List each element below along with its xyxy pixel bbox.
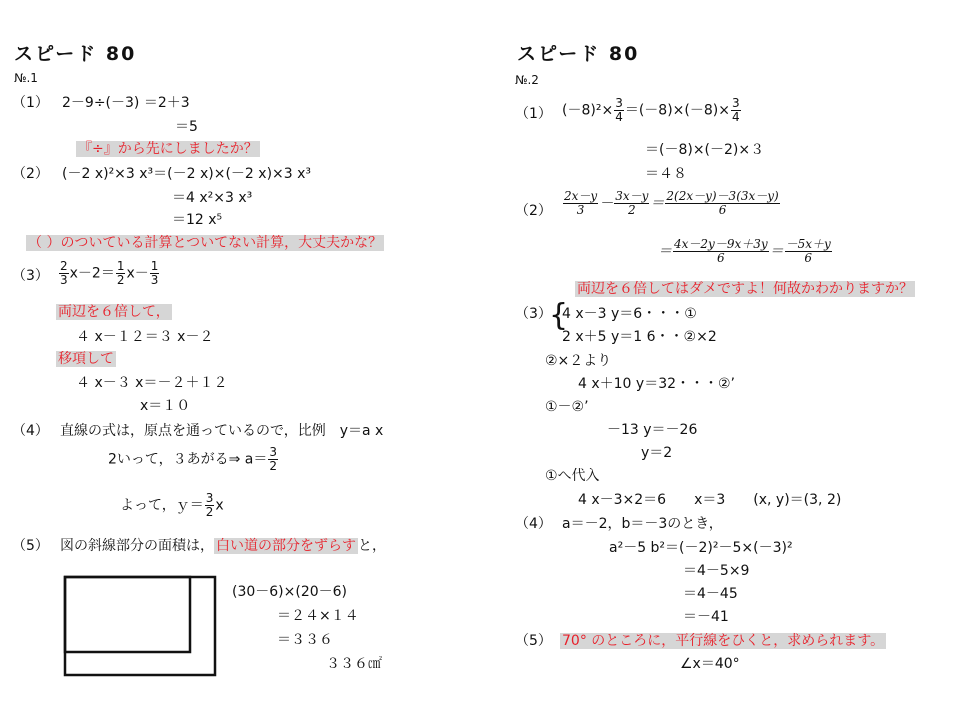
fraction	[665, 190, 779, 217]
answer-text: ３３６㎠	[326, 656, 382, 672]
fraction-denominator: 2	[116, 273, 125, 288]
question-label: （4）	[12, 423, 49, 439]
equation-line: 4 x＋10 y＝32・・・②’	[578, 376, 736, 392]
fraction-denominator: 3	[150, 273, 159, 288]
equation-line	[108, 446, 279, 473]
equation-line: (30－6)×(20－6)	[232, 584, 348, 600]
equation-text: (－8)²×	[562, 102, 614, 119]
equation-line: x＝１０	[140, 398, 191, 414]
question-label: （2）	[515, 203, 552, 219]
fraction-numerator: 1	[116, 259, 125, 273]
equation-text: 図の斜線部分の面積は，	[60, 538, 214, 554]
fraction-denominator: 3	[60, 273, 68, 288]
fraction-numerator: 3x－y	[615, 189, 649, 203]
fraction	[563, 190, 598, 217]
minus-sign: －	[599, 195, 614, 212]
fraction-denominator: 6	[804, 251, 813, 266]
fraction-denominator: 2	[627, 203, 636, 218]
equation-line: ＝３３６	[277, 632, 333, 648]
question-label: （5）	[515, 633, 552, 649]
fraction-numerator: 3	[731, 96, 740, 110]
equation-line: ４ x－３ x＝－２＋１２	[76, 375, 228, 391]
fraction	[59, 260, 69, 287]
hint-note: 両辺を６倍して，	[58, 304, 170, 320]
question-label: （4）	[515, 516, 552, 532]
fraction	[731, 97, 741, 124]
outer-rectangle	[65, 577, 215, 675]
equation-line: ②×２より	[545, 353, 612, 369]
equation-line: －13 y＝－26	[607, 422, 698, 438]
area-diagram	[63, 575, 223, 679]
fraction	[673, 238, 769, 265]
equation-line	[60, 538, 386, 554]
fraction-numerator: 2x－y	[564, 189, 598, 203]
fraction	[785, 238, 832, 265]
equation-line: ＝5	[175, 119, 198, 135]
equation-line	[120, 492, 224, 519]
equation-line: ４ x－１２＝３ x－２	[76, 329, 214, 345]
question-label: （1）	[515, 106, 552, 122]
fraction-denominator: 6	[717, 251, 725, 266]
problem-number-right: №.2	[515, 73, 539, 87]
page-title-left: スピード 80	[14, 43, 137, 65]
equals-sign: ＝	[658, 243, 672, 260]
equation-line: 2－9÷(－3) ＝2＋3	[62, 95, 190, 111]
question-label: （3）	[515, 306, 552, 322]
equation-line: ＝4－5×9	[683, 563, 750, 579]
equals-sign: ＝	[769, 243, 784, 260]
brace-symbol: {	[549, 298, 569, 333]
equation-line: 直線の式は，原点を通っているので，比例 y＝a x	[60, 423, 384, 439]
hint-note: （ ）のついている計算とついてない計算，大丈夫かな？	[28, 235, 383, 251]
equation-text: ＝(－8)×(－8)×	[624, 102, 730, 119]
equation-line: 4 x－3×2＝6 x＝3 (x, y)＝(3, 2)	[578, 492, 842, 508]
fraction-denominator: 2	[205, 505, 214, 520]
fraction-numerator: 2	[60, 259, 68, 273]
fraction-numerator: 2(2x－y)－3(3x－y)	[666, 189, 779, 203]
answer-text: ∠x＝40°	[680, 656, 740, 672]
equation-line: 2 x＋5 y＝1 6・・②×2	[562, 329, 717, 345]
question-label: （3）	[12, 268, 49, 284]
hint-note: 70° のところに，平行線をひくと，求められます。	[562, 633, 885, 649]
equation-line: a²－5 b²＝(－2)²－5×(－3)²	[609, 540, 793, 556]
equation-line: a＝－2，b＝－3のとき，	[562, 516, 723, 532]
equation-line: ①－②’	[545, 399, 589, 415]
equation-text: x－	[126, 265, 149, 282]
page-title-right: スピード 80	[517, 43, 640, 65]
fraction	[614, 190, 649, 217]
equals-sign: ＝	[650, 195, 665, 212]
problem-number-left: №.1	[14, 71, 38, 85]
inner-rectangle	[65, 577, 190, 652]
equation-line	[562, 190, 781, 217]
fraction-numerator: 3	[269, 445, 278, 459]
fraction-denominator: 6	[718, 203, 727, 218]
hint-note: 両辺を６倍してはダメですよ！何故かわかりますか？	[577, 281, 913, 297]
fraction-denominator: 4	[731, 110, 740, 125]
fraction	[150, 260, 160, 287]
equation-line: ＝４８	[645, 166, 687, 182]
fraction-numerator: 3	[205, 491, 214, 505]
equation-line: ＝4 x²×3 x³	[172, 190, 253, 206]
hint-highlight: 白い道の部分をずらす	[216, 538, 356, 554]
equation-line: y＝2	[641, 445, 673, 461]
fraction-numerator: 1	[150, 259, 159, 273]
question-label: （5）	[12, 538, 49, 554]
equation-text: 2いって，３あがる⇒ a＝	[108, 451, 268, 468]
equation-line: (－2 x)²×3 x³＝(－2 x)×(－2 x)×3 x³	[62, 166, 312, 182]
fraction-denominator: 4	[615, 110, 623, 125]
equation-line: ＝12 x⁵	[172, 212, 223, 228]
equation-line: ＝２４×１４	[277, 608, 359, 624]
fraction-denominator: 2	[269, 459, 278, 474]
equation-text: よって，ｙ＝	[120, 497, 204, 514]
equation-line	[58, 260, 160, 287]
equation-line: ＝(－8)×(－2)×３	[645, 142, 765, 158]
equation-line: ＝4－45	[683, 586, 738, 602]
hint-note: 移項して	[58, 351, 114, 367]
fraction-denominator: 3	[576, 203, 585, 218]
equation-text: x－2＝	[69, 265, 115, 282]
hint-note: 『÷』から先にしましたか？	[78, 141, 258, 157]
fraction-numerator: －5x＋y	[785, 237, 831, 251]
equation-line: ①へ代入	[545, 468, 600, 484]
equation-text: x	[215, 497, 224, 514]
question-label: （1）	[12, 95, 49, 111]
question-label: （2）	[12, 166, 49, 182]
fraction	[268, 446, 278, 473]
equation-line: 4 x－3 y＝6・・・①	[562, 306, 697, 322]
fraction	[614, 97, 624, 124]
fraction-numerator: 3	[615, 96, 623, 110]
equation-line	[562, 97, 742, 124]
equation-text: と，	[358, 538, 386, 554]
fraction	[116, 260, 126, 287]
equation-line: ＝－41	[683, 609, 729, 625]
fraction	[205, 492, 215, 519]
fraction-numerator: 4x－2y－9x＋3y	[674, 237, 768, 251]
equation-line	[658, 238, 833, 265]
